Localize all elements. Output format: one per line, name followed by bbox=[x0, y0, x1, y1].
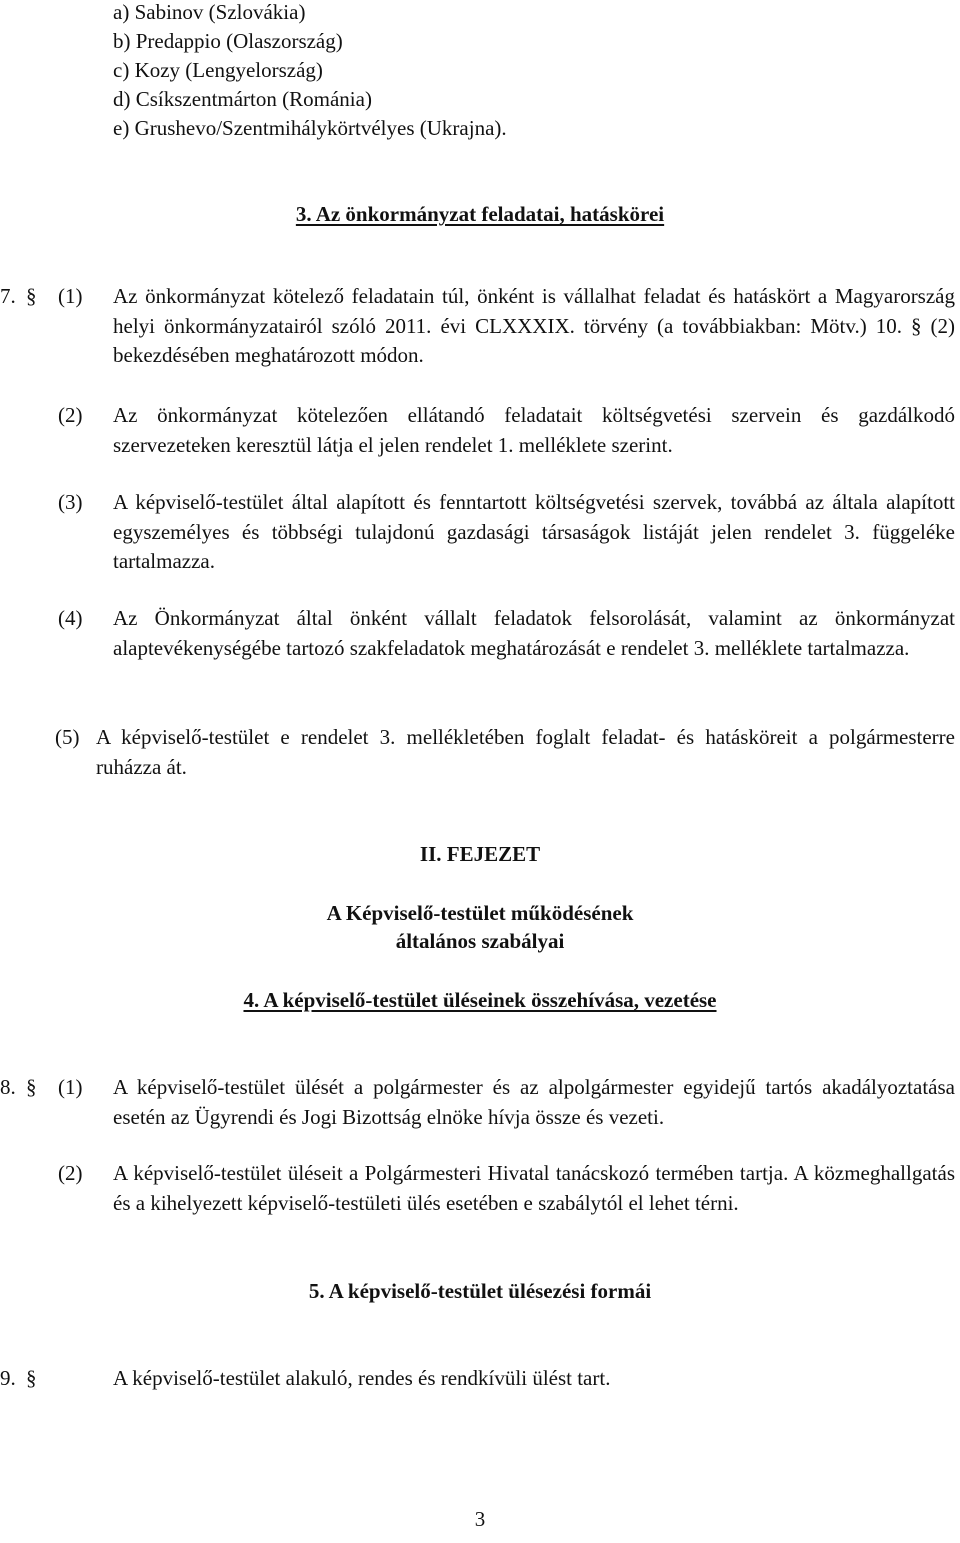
list-item: b) Predappio (Olaszország) bbox=[113, 29, 343, 53]
section-heading-4: 4. A képviselő-testület üléseinek összehívása, vezetése bbox=[243, 988, 717, 1012]
paragraph-8-1: A képviselő-testület ülését a polgármester és az alpolgármester egyidejű tartós akadályoztatása esetén az Ügyrendi és Jogi Bizottság elnöke hívja össze és vezeti. bbox=[113, 1075, 955, 1129]
section-sign: § bbox=[26, 1075, 37, 1099]
paragraph-label: (2) bbox=[58, 403, 83, 427]
chapter-title: A Képviselő-testület működésének bbox=[326, 901, 634, 925]
paragraph-label: (4) bbox=[58, 606, 83, 630]
section-sign: § bbox=[26, 1366, 37, 1390]
paragraph-7-2: Az önkormányzat kötelezően ellátandó feladatait költségvetési szervein és gazdálkodó szervezeteken keresztül látja el jelen rendelet 1. melléklete szerint. bbox=[113, 403, 955, 457]
paragraph-label: (1) bbox=[58, 1075, 83, 1099]
list-item: d) Csíkszentmárton (Románia) bbox=[113, 87, 372, 111]
paragraph-7-3: A képviselő-testület által alapított és fenntartott költségvetési szervek, továbbá az általa alapított egyszemélyes és többségi tulajdonú gazdasági társaságok listáját jelen rendelet 3. függeléke tartalmazza. bbox=[113, 490, 955, 573]
section-sign: § bbox=[26, 284, 37, 308]
section-8-number: 8. bbox=[0, 1075, 16, 1099]
list-item: e) Grushevo/Szentmihálykörtvélyes (Ukrajna). bbox=[113, 116, 507, 140]
paragraph-9: A képviselő-testület alakuló, rendes és rendkívüli ülést tart. bbox=[113, 1366, 611, 1390]
paragraph-8-2: A képviselő-testület üléseit a Polgármesteri Hivatal tanácskozó termében tartja. A közmeghallgatás és a kihelyezett képviselő-testületi ülés esetében e szabálytól el lehet térni. bbox=[113, 1161, 955, 1215]
paragraph-label: (3) bbox=[58, 490, 83, 514]
paragraph-7-1: Az önkormányzat kötelező feladatain túl, önként is vállalhat feladat és hatáskört a Magyarország helyi önkormányzatairól szóló 2011. évi CLXXXIX. törvény (a továbbiakban: Mötv.) 10. § (2) bekezdésében meghatározott módon. bbox=[113, 284, 955, 367]
paragraph-label: (5) bbox=[55, 725, 80, 749]
paragraph-7-4: Az Önkormányzat által önként vállalt feladatok felsorolását, valamint az önkormányzat alaptevékenységébe tartozó szakfeladatok meghatározását e rendelet 3. melléklete tartalmazza. bbox=[113, 606, 955, 660]
section-heading-3: 3. Az önkormányzat feladatai, hatáskörei bbox=[295, 202, 665, 226]
section-heading-5: 5. A képviselő-testület ülésezési formái bbox=[308, 1279, 652, 1303]
chapter-heading: II. FEJEZET bbox=[419, 842, 541, 866]
list-item: c) Kozy (Lengyelország) bbox=[113, 58, 323, 82]
paragraph-7-5: A képviselő-testület e rendelet 3. mellékletében foglalt feladat- és hatásköreit a polgármesterre ruházza át. bbox=[96, 725, 955, 779]
section-9-number: 9. bbox=[0, 1366, 16, 1390]
paragraph-label: (1) bbox=[58, 284, 83, 308]
chapter-subtitle: általános szabályai bbox=[395, 929, 565, 953]
page-number: 3 bbox=[474, 1507, 486, 1531]
list-item: a) Sabinov (Szlovákia) bbox=[113, 0, 306, 24]
section-7-number: 7. bbox=[0, 284, 16, 308]
paragraph-label: (2) bbox=[58, 1161, 83, 1185]
